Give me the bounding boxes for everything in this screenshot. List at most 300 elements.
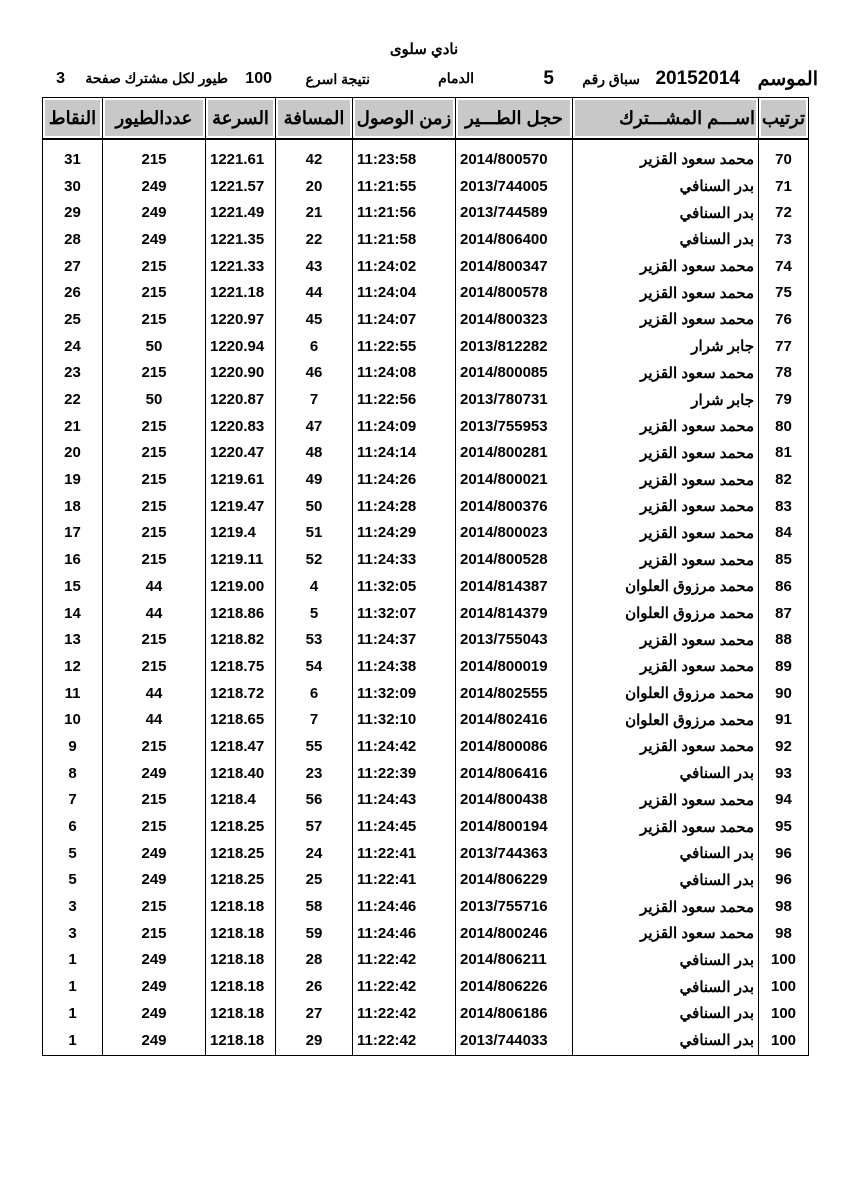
cell-ring: 2013/812282 xyxy=(456,333,573,360)
cell-ring: 2014/800086 xyxy=(456,733,573,760)
cell-rank: 96 xyxy=(759,867,809,894)
cell-distance: 23 xyxy=(276,760,353,787)
cell-ring: 2014/800246 xyxy=(456,920,573,947)
cell-rank: 70 xyxy=(759,139,809,173)
table-row xyxy=(43,626,809,653)
cell-speed: 1220.87 xyxy=(206,386,276,413)
bird-count: 100 xyxy=(245,70,272,87)
cell-ring: 2013/755716 xyxy=(456,893,573,920)
cell-name: محمد سعود القزير xyxy=(573,733,759,760)
cell-birds: 215 xyxy=(103,440,206,467)
club-name: نادي سلوى xyxy=(389,41,459,58)
cell-birds: 215 xyxy=(103,813,206,840)
cell-ring: 2014/800194 xyxy=(456,813,573,840)
cell-points: 1 xyxy=(43,973,103,1000)
cell-time: 11:22:56 xyxy=(353,386,456,413)
cell-name: محمد سعود القزير xyxy=(573,546,759,573)
cell-ring: 2013/755953 xyxy=(456,413,573,440)
table-row xyxy=(43,813,809,840)
cell-birds: 215 xyxy=(103,626,206,653)
cell-distance: 5 xyxy=(276,600,353,627)
cell-time: 11:22:39 xyxy=(353,760,456,787)
table-row xyxy=(43,226,809,253)
cell-name: محمد سعود القزير xyxy=(573,413,759,440)
cell-distance: 24 xyxy=(276,840,353,867)
cell-speed: 1218.18 xyxy=(206,973,276,1000)
cell-rank: 93 xyxy=(759,760,809,787)
cell-rank: 78 xyxy=(759,360,809,387)
season-value: 20152014 xyxy=(655,68,740,89)
cell-speed: 1218.4 xyxy=(206,787,276,814)
cell-time: 11:21:55 xyxy=(353,173,456,200)
cell-birds: 215 xyxy=(103,493,206,520)
cell-time: 11:24:38 xyxy=(353,653,456,680)
header-distance: المسافة xyxy=(276,98,353,140)
cell-rank: 100 xyxy=(759,1000,809,1027)
cell-birds: 44 xyxy=(103,680,206,707)
cell-rank: 79 xyxy=(759,386,809,413)
cell-ring: 2014/800528 xyxy=(456,546,573,573)
cell-name: محمد سعود القزير xyxy=(573,440,759,467)
header-birds: عددالطيور xyxy=(103,98,206,140)
cell-points: 23 xyxy=(43,360,103,387)
cell-time: 11:32:09 xyxy=(353,680,456,707)
cell-name: محمد سعود القزير xyxy=(573,466,759,493)
cell-speed: 1219.11 xyxy=(206,546,276,573)
cell-distance: 28 xyxy=(276,947,353,974)
cell-birds: 215 xyxy=(103,733,206,760)
cell-ring: 2013/744005 xyxy=(456,173,573,200)
cell-name: محمد مرزوق العلوان xyxy=(573,600,759,627)
cell-distance: 26 xyxy=(276,973,353,1000)
cell-points: 5 xyxy=(43,840,103,867)
cell-points: 24 xyxy=(43,333,103,360)
cell-time: 11:22:42 xyxy=(353,1027,456,1056)
cell-ring: 2014/814387 xyxy=(456,573,573,600)
cell-points: 14 xyxy=(43,600,103,627)
cell-name: محمد سعود القزير xyxy=(573,787,759,814)
cell-name: جابر شرار xyxy=(573,333,759,360)
cell-distance: 43 xyxy=(276,253,353,280)
cell-speed: 1218.65 xyxy=(206,706,276,733)
cell-points: 20 xyxy=(43,440,103,467)
cell-time: 11:24:46 xyxy=(353,893,456,920)
table-row xyxy=(43,733,809,760)
cell-birds: 44 xyxy=(103,573,206,600)
table-row xyxy=(43,413,809,440)
cell-speed: 1220.90 xyxy=(206,360,276,387)
cell-distance: 42 xyxy=(276,139,353,173)
cell-birds: 215 xyxy=(103,360,206,387)
cell-speed: 1218.25 xyxy=(206,813,276,840)
cell-time: 11:24:08 xyxy=(353,360,456,387)
cell-birds: 44 xyxy=(103,600,206,627)
table-row xyxy=(43,173,809,200)
cell-rank: 77 xyxy=(759,333,809,360)
cell-points: 7 xyxy=(43,787,103,814)
cell-name: بدر السنافي xyxy=(573,840,759,867)
cell-ring: 2014/800347 xyxy=(456,253,573,280)
table-row xyxy=(43,139,809,173)
race-number: 5 xyxy=(543,68,554,89)
cell-birds: 215 xyxy=(103,920,206,947)
table-row xyxy=(43,279,809,306)
table-row xyxy=(43,973,809,1000)
cell-distance: 7 xyxy=(276,386,353,413)
cell-distance: 46 xyxy=(276,360,353,387)
cell-distance: 51 xyxy=(276,520,353,547)
cell-time: 11:24:04 xyxy=(353,279,456,306)
cell-rank: 98 xyxy=(759,893,809,920)
table-row xyxy=(43,360,809,387)
cell-distance: 25 xyxy=(276,867,353,894)
cell-distance: 29 xyxy=(276,1027,353,1056)
cell-ring: 2014/800281 xyxy=(456,440,573,467)
cell-birds: 249 xyxy=(103,173,206,200)
cell-speed: 1218.18 xyxy=(206,1027,276,1056)
cell-birds: 249 xyxy=(103,867,206,894)
cell-points: 19 xyxy=(43,466,103,493)
cell-speed: 1220.47 xyxy=(206,440,276,467)
cell-points: 8 xyxy=(43,760,103,787)
table-row xyxy=(43,867,809,894)
cell-distance: 58 xyxy=(276,893,353,920)
cell-ring: 2013/744589 xyxy=(456,199,573,226)
cell-name: محمد سعود القزير xyxy=(573,920,759,947)
cell-distance: 6 xyxy=(276,680,353,707)
cell-speed: 1218.25 xyxy=(206,867,276,894)
cell-name: محمد سعود القزير xyxy=(573,360,759,387)
cell-rank: 89 xyxy=(759,653,809,680)
cell-speed: 1221.61 xyxy=(206,139,276,173)
cell-ring: 2014/806186 xyxy=(456,1000,573,1027)
cell-birds: 44 xyxy=(103,706,206,733)
cell-rank: 90 xyxy=(759,680,809,707)
cell-rank: 100 xyxy=(759,947,809,974)
cell-points: 30 xyxy=(43,173,103,200)
cell-distance: 59 xyxy=(276,920,353,947)
cell-name: محمد سعود القزير xyxy=(573,139,759,173)
cell-time: 11:24:28 xyxy=(353,493,456,520)
cell-time: 11:32:10 xyxy=(353,706,456,733)
cell-time: 11:22:42 xyxy=(353,947,456,974)
cell-birds: 249 xyxy=(103,1027,206,1056)
cell-rank: 76 xyxy=(759,306,809,333)
table-row xyxy=(43,653,809,680)
cell-speed: 1220.94 xyxy=(206,333,276,360)
cell-name: بدر السنافي xyxy=(573,760,759,787)
cell-birds: 249 xyxy=(103,947,206,974)
cell-speed: 1218.47 xyxy=(206,733,276,760)
cell-distance: 48 xyxy=(276,440,353,467)
cell-speed: 1220.97 xyxy=(206,306,276,333)
cell-points: 3 xyxy=(43,893,103,920)
cell-speed: 1219.00 xyxy=(206,573,276,600)
cell-points: 18 xyxy=(43,493,103,520)
cell-time: 11:24:26 xyxy=(353,466,456,493)
cell-rank: 85 xyxy=(759,546,809,573)
cell-speed: 1218.25 xyxy=(206,840,276,867)
table-row xyxy=(43,466,809,493)
cell-points: 13 xyxy=(43,626,103,653)
table-row xyxy=(43,333,809,360)
cell-rank: 87 xyxy=(759,600,809,627)
cell-name: بدر السنافي xyxy=(573,867,759,894)
cell-time: 11:24:29 xyxy=(353,520,456,547)
cell-rank: 95 xyxy=(759,813,809,840)
cell-distance: 22 xyxy=(276,226,353,253)
cell-birds: 249 xyxy=(103,840,206,867)
race-info xyxy=(50,68,818,94)
cell-ring: 2014/800570 xyxy=(456,139,573,173)
header-speed: السرعة xyxy=(206,98,276,140)
cell-name: بدر السنافي xyxy=(573,1000,759,1027)
cell-rank: 94 xyxy=(759,787,809,814)
cell-distance: 7 xyxy=(276,706,353,733)
header-name: اســـم المشـــترك xyxy=(573,98,759,140)
cell-rank: 100 xyxy=(759,1027,809,1056)
cell-birds: 215 xyxy=(103,413,206,440)
cell-points: 29 xyxy=(43,199,103,226)
cell-distance: 54 xyxy=(276,653,353,680)
table-row xyxy=(43,199,809,226)
cell-birds: 215 xyxy=(103,279,206,306)
cell-birds: 50 xyxy=(103,386,206,413)
cell-name: محمد سعود القزير xyxy=(573,653,759,680)
cell-time: 11:24:33 xyxy=(353,546,456,573)
cell-name: محمد سعود القزير xyxy=(573,626,759,653)
table-row xyxy=(43,840,809,867)
cell-time: 11:32:07 xyxy=(353,600,456,627)
cell-speed: 1218.18 xyxy=(206,1000,276,1027)
cell-distance: 52 xyxy=(276,546,353,573)
cell-time: 11:24:14 xyxy=(353,440,456,467)
cell-distance: 44 xyxy=(276,279,353,306)
cell-speed: 1218.40 xyxy=(206,760,276,787)
cell-ring: 2014/800021 xyxy=(456,466,573,493)
cell-rank: 98 xyxy=(759,920,809,947)
cell-distance: 50 xyxy=(276,493,353,520)
cell-ring: 2014/806400 xyxy=(456,226,573,253)
table-row xyxy=(43,947,809,974)
cell-points: 3 xyxy=(43,920,103,947)
cell-points: 6 xyxy=(43,813,103,840)
cell-speed: 1221.57 xyxy=(206,173,276,200)
cell-speed: 1221.49 xyxy=(206,199,276,226)
cell-ring: 2013/755043 xyxy=(456,626,573,653)
table-row xyxy=(43,893,809,920)
table-row xyxy=(43,706,809,733)
cell-distance: 4 xyxy=(276,573,353,600)
cell-points: 1 xyxy=(43,1000,103,1027)
table-row xyxy=(43,493,809,520)
cell-ring: 2014/814379 xyxy=(456,600,573,627)
club-title xyxy=(0,40,848,58)
cell-time: 11:24:02 xyxy=(353,253,456,280)
cell-distance: 47 xyxy=(276,413,353,440)
cell-speed: 1218.18 xyxy=(206,947,276,974)
cell-distance: 55 xyxy=(276,733,353,760)
table-row xyxy=(43,253,809,280)
cell-points: 11 xyxy=(43,680,103,707)
cell-name: محمد مرزوق العلوان xyxy=(573,706,759,733)
cell-speed: 1218.18 xyxy=(206,920,276,947)
cell-birds: 249 xyxy=(103,760,206,787)
cell-name: بدر السنافي xyxy=(573,973,759,1000)
cell-distance: 20 xyxy=(276,173,353,200)
cell-ring: 2014/800023 xyxy=(456,520,573,547)
cell-name: محمد مرزوق العلوان xyxy=(573,573,759,600)
cell-points: 5 xyxy=(43,867,103,894)
cell-name: محمد سعود القزير xyxy=(573,813,759,840)
table-row xyxy=(43,1000,809,1027)
cell-rank: 80 xyxy=(759,413,809,440)
cell-birds: 215 xyxy=(103,653,206,680)
cell-speed: 1218.72 xyxy=(206,680,276,707)
cell-name: جابر شرار xyxy=(573,386,759,413)
cell-points: 16 xyxy=(43,546,103,573)
cell-name: محمد سعود القزير xyxy=(573,520,759,547)
cell-speed: 1220.83 xyxy=(206,413,276,440)
cell-birds: 215 xyxy=(103,139,206,173)
header-time: زمن الوصول xyxy=(353,98,456,140)
cell-ring: 2014/806229 xyxy=(456,867,573,894)
cell-name: بدر السنافي xyxy=(573,947,759,974)
cell-speed: 1218.75 xyxy=(206,653,276,680)
cell-points: 27 xyxy=(43,253,103,280)
cell-time: 11:21:58 xyxy=(353,226,456,253)
cell-name: محمد سعود القزير xyxy=(573,893,759,920)
cell-distance: 27 xyxy=(276,1000,353,1027)
cell-points: 15 xyxy=(43,573,103,600)
cell-name: محمد مرزوق العلوان xyxy=(573,680,759,707)
cell-speed: 1221.18 xyxy=(206,279,276,306)
cell-ring: 2013/744033 xyxy=(456,1027,573,1056)
cell-ring: 2014/800376 xyxy=(456,493,573,520)
cell-points: 1 xyxy=(43,1027,103,1056)
cell-birds: 215 xyxy=(103,893,206,920)
cell-rank: 74 xyxy=(759,253,809,280)
cell-time: 11:24:42 xyxy=(353,733,456,760)
cell-birds: 249 xyxy=(103,973,206,1000)
cell-points: 25 xyxy=(43,306,103,333)
cell-time: 11:24:37 xyxy=(353,626,456,653)
table-row xyxy=(43,920,809,947)
table-row xyxy=(43,760,809,787)
cell-rank: 96 xyxy=(759,840,809,867)
cell-time: 11:22:42 xyxy=(353,973,456,1000)
cell-birds: 50 xyxy=(103,333,206,360)
cell-name: محمد سعود القزير xyxy=(573,306,759,333)
cell-distance: 21 xyxy=(276,199,353,226)
cell-time: 11:22:42 xyxy=(353,1000,456,1027)
cell-points: 10 xyxy=(43,706,103,733)
cell-rank: 72 xyxy=(759,199,809,226)
cell-speed: 1219.47 xyxy=(206,493,276,520)
result-label: نتيجة اسرع xyxy=(305,71,370,87)
page-number: 3 xyxy=(56,70,65,87)
cell-ring: 2013/744363 xyxy=(456,840,573,867)
table-row xyxy=(43,573,809,600)
cell-time: 11:32:05 xyxy=(353,573,456,600)
cell-birds: 249 xyxy=(103,199,206,226)
cell-ring: 2014/806416 xyxy=(456,760,573,787)
cell-rank: 84 xyxy=(759,520,809,547)
cell-birds: 215 xyxy=(103,466,206,493)
table-row xyxy=(43,386,809,413)
cell-ring: 2014/800438 xyxy=(456,787,573,814)
cell-speed: 1221.33 xyxy=(206,253,276,280)
cell-ring: 2014/806211 xyxy=(456,947,573,974)
table-row xyxy=(43,440,809,467)
table-row xyxy=(43,546,809,573)
table-row xyxy=(43,680,809,707)
cell-birds: 215 xyxy=(103,306,206,333)
cell-time: 11:24:07 xyxy=(353,306,456,333)
cell-distance: 57 xyxy=(276,813,353,840)
table-row xyxy=(43,600,809,627)
header-row xyxy=(43,98,809,140)
cell-birds: 215 xyxy=(103,787,206,814)
cell-speed: 1218.86 xyxy=(206,600,276,627)
cell-birds: 215 xyxy=(103,546,206,573)
cell-rank: 86 xyxy=(759,573,809,600)
cell-points: 9 xyxy=(43,733,103,760)
cell-name: بدر السنافي xyxy=(573,173,759,200)
header-ring: حجل الطـــير xyxy=(456,98,573,140)
cell-ring: 2013/780731 xyxy=(456,386,573,413)
cell-name: بدر السنافي xyxy=(573,199,759,226)
cell-rank: 88 xyxy=(759,626,809,653)
cell-time: 11:23:58 xyxy=(353,139,456,173)
cell-distance: 49 xyxy=(276,466,353,493)
table-row xyxy=(43,1027,809,1056)
cell-rank: 75 xyxy=(759,279,809,306)
location: الدمام xyxy=(438,70,474,86)
cell-name: بدر السنافي xyxy=(573,1027,759,1056)
cell-time: 11:21:56 xyxy=(353,199,456,226)
cell-ring: 2014/800085 xyxy=(456,360,573,387)
cell-ring: 2014/802555 xyxy=(456,680,573,707)
cell-distance: 45 xyxy=(276,306,353,333)
cell-time: 11:24:43 xyxy=(353,787,456,814)
cell-points: 22 xyxy=(43,386,103,413)
race-label: سباق رقم xyxy=(582,71,640,87)
cell-birds: 215 xyxy=(103,520,206,547)
cell-time: 11:22:41 xyxy=(353,840,456,867)
cell-time: 11:22:55 xyxy=(353,333,456,360)
cell-birds: 249 xyxy=(103,1000,206,1027)
cell-points: 28 xyxy=(43,226,103,253)
cell-ring: 2014/800323 xyxy=(456,306,573,333)
cell-distance: 53 xyxy=(276,626,353,653)
cell-distance: 56 xyxy=(276,787,353,814)
cell-distance: 6 xyxy=(276,333,353,360)
cell-rank: 71 xyxy=(759,173,809,200)
cell-name: محمد سعود القزير xyxy=(573,279,759,306)
cell-time: 11:22:41 xyxy=(353,867,456,894)
cell-ring: 2014/800019 xyxy=(456,653,573,680)
cell-ring: 2014/800578 xyxy=(456,279,573,306)
cell-points: 31 xyxy=(43,139,103,173)
cell-time: 11:24:09 xyxy=(353,413,456,440)
cell-rank: 100 xyxy=(759,973,809,1000)
table-row xyxy=(43,306,809,333)
cell-name: محمد سعود القزير xyxy=(573,253,759,280)
cell-time: 11:24:45 xyxy=(353,813,456,840)
table-row xyxy=(43,520,809,547)
cell-time: 11:24:46 xyxy=(353,920,456,947)
